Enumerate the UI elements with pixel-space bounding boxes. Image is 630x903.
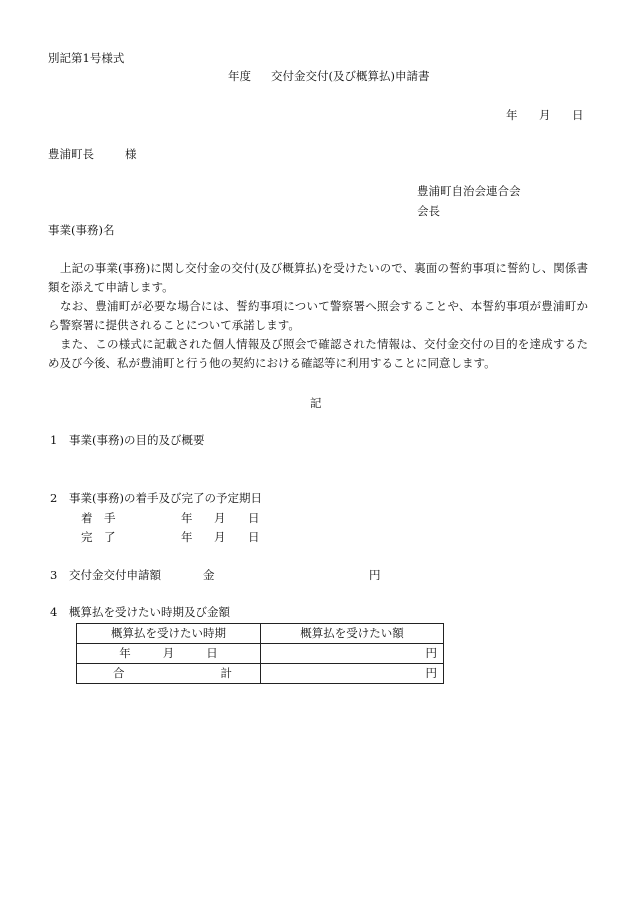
total-label-a: 合 [113, 665, 125, 680]
total-label-b: 計 [220, 665, 232, 680]
title-year-label: 年度 [228, 69, 251, 83]
item3-label: 交付金交付申請額 [69, 568, 161, 582]
date-year: 年 [506, 108, 518, 122]
table-total-row [77, 664, 444, 684]
item2-number: 2 [50, 491, 58, 505]
end-label-a: 完 [81, 530, 93, 544]
item4-number: 4 [50, 605, 58, 619]
start-day: 日 [248, 511, 260, 525]
end-label-b: 了 [104, 530, 116, 544]
period-cell [77, 644, 261, 664]
start-label-b: 手 [104, 511, 116, 525]
row-year: 年 [119, 645, 131, 660]
start-label-a: 着 [81, 511, 93, 525]
addressee-honorific: 様 [125, 147, 137, 161]
addressee-name: 豊浦町長 [48, 147, 94, 161]
date-month: 月 [539, 108, 551, 122]
form-number: 別記第1号様式 [48, 51, 125, 65]
row-month: 月 [162, 645, 175, 660]
end-year: 年 [181, 530, 193, 544]
item2-label: 事業(事務)の着手及び完了の予定期日 [69, 491, 262, 505]
end-day: 日 [248, 530, 260, 544]
page-title: 交付金交付(及び概算払)申請書 [271, 69, 430, 83]
body-paragraph-2: なお、豊浦町が必要な場合には、誓約事項について警察署へ照会することや、本誓約事項が豊浦町から警察署に提供されることについて承諾します。 [48, 299, 588, 332]
item3-yen: 円 [369, 568, 381, 582]
item4-label: 概算払を受けたい時期及び金額 [69, 605, 230, 619]
applicant-organization: 豊浦町自治会連合会 [417, 184, 521, 198]
header-amount: 概算払を受けたい額 [261, 624, 444, 644]
start-year: 年 [181, 511, 193, 525]
body-text [48, 259, 588, 373]
applicant-title: 会長 [417, 204, 440, 218]
advance-payment-table [76, 623, 444, 684]
header-period: 概算払を受けたい時期 [77, 624, 261, 644]
end-month: 月 [214, 530, 226, 544]
total-amount-cell: 円 [261, 664, 444, 684]
item1-number: 1 [50, 433, 58, 447]
item1-label: 事業(事務)の目的及び概要 [69, 433, 205, 447]
ki-heading: 記 [310, 396, 322, 410]
total-label-cell [77, 664, 261, 684]
amount-cell: 円 [261, 644, 444, 664]
row-day: 日 [206, 645, 218, 660]
date-day: 日 [572, 108, 584, 122]
table-header-row [77, 624, 444, 644]
table-row [77, 644, 444, 664]
body-paragraph-1: 上記の事業(事務)に関し交付金の交付(及び概算払)を受けたいので、裏面の誓約事項に誓約し、関係書類を添えて申請します。 [48, 261, 588, 294]
item3-kin: 金 [203, 568, 215, 582]
body-paragraph-3: また、この様式に記載された個人情報及び照会で確認された情報は、交付金交付の目的を達成するため及び今後、私が豊浦町と行う他の契約における確認等に利用することに同意します。 [48, 337, 588, 370]
project-name-label: 事業(事務)名 [48, 223, 115, 237]
item3-number: 3 [50, 568, 58, 582]
start-month: 月 [214, 511, 226, 525]
